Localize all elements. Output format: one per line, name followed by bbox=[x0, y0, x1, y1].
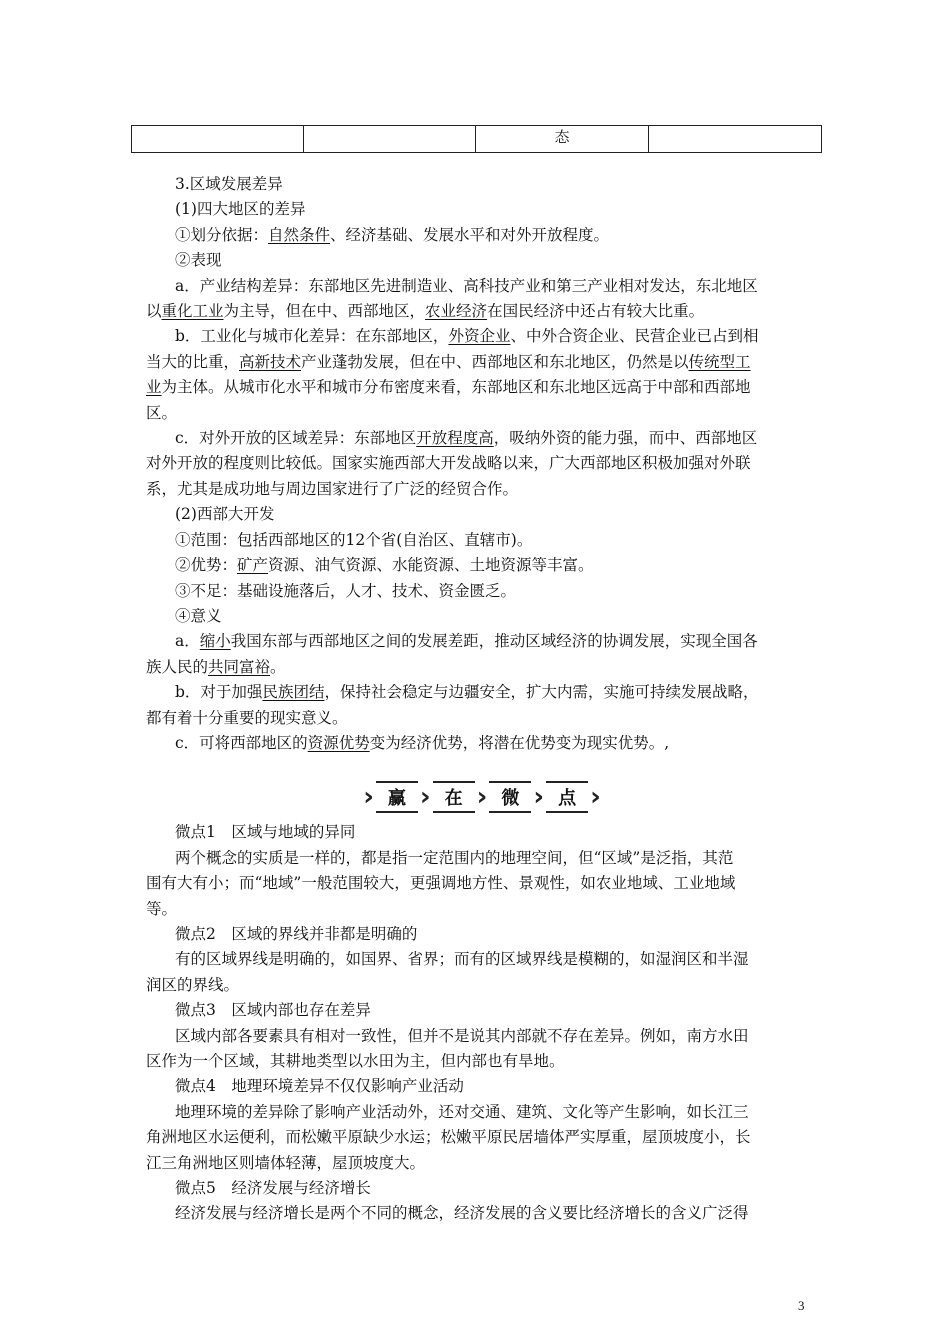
paragraph-line: 族人民的共同富裕。 bbox=[146, 657, 286, 676]
subheading: (1)四大地区的差异 bbox=[175, 200, 306, 219]
chevron-right-icon: › bbox=[533, 782, 545, 813]
paragraph-line: b．工业化与城市化差异：在东部地区，外资企业、中外合资企业、民营企业已占到相 bbox=[175, 327, 759, 346]
paragraph-line: 区。 bbox=[146, 403, 178, 422]
paragraph-line: 两个概念的实质是一样的，都是指一定范围内的地理空间，但“区域”是泛指，其范 bbox=[175, 848, 734, 867]
banner-char: 赢 bbox=[376, 781, 418, 813]
banner-char: 微 bbox=[489, 781, 531, 813]
page-number: 3 bbox=[798, 1298, 805, 1313]
chevron-right-icon: › bbox=[476, 782, 488, 813]
paragraph-line: 经济发展与经济增长是两个不同的概念，经济发展的含义要比经济增长的含义广泛得 bbox=[175, 1204, 749, 1223]
micro-point-title: 微点5 经济发展与经济增长 bbox=[175, 1179, 371, 1198]
section-banner bbox=[146, 780, 818, 814]
table-cell bbox=[132, 126, 304, 153]
paragraph-line: 角洲地区水运便利，而松嫩平原缺少水运；松嫩平原民居墙体严实厚重，屋顶坡度小，长 bbox=[146, 1128, 751, 1147]
table-cell bbox=[649, 126, 822, 153]
paragraph-line: c．对外开放的区域差异：东部地区开放程度高，吸纳外资的能力强，而中、西部地区 bbox=[175, 429, 758, 448]
paragraph-line: 业为主体。从城市化水平和城市分布密度来看，东部地区和东北地区远高于中部和西部地 bbox=[146, 378, 751, 397]
paragraph-line: ④意义 bbox=[175, 606, 222, 625]
paragraph-line: c．可将西部地区的资源优势变为经济优势，将潜在优势变为现实优势。, bbox=[175, 733, 670, 752]
paragraph-line: a．缩小我国东部与西部地区之间的发展差距，推动区域经济的协调发展，实现全国各 bbox=[175, 632, 758, 651]
paragraph-line: 地理环境的差异除了影响产业活动外，还对交通、建筑、文化等产生影响，如长江三 bbox=[175, 1102, 749, 1121]
paragraph-line: 有的区域界线是明确的，如国界、省界；而有的区域界线是模糊的，如湿润区和半湿 bbox=[175, 950, 749, 969]
micro-point-title: 微点2 区域的界线并非都是明确的 bbox=[175, 924, 418, 943]
banner-char: 点 bbox=[546, 781, 588, 813]
subheading: (2)西部大开发 bbox=[175, 505, 275, 524]
paragraph-line: 当大的比重，高新技术产业蓬勃发展，但在中、西部地区和东北地区，仍然是以传统型工 bbox=[146, 352, 751, 371]
paragraph-line: a．产业结构差异：东部地区先进制造业、高科技产业和第三产业相对发达，东北地区 bbox=[175, 276, 758, 295]
paragraph-line: 以重化工业为主导，但在中、西部地区，农业经济在国民经济中还占有较大比重。 bbox=[146, 302, 705, 321]
banner-char: 在 bbox=[433, 781, 475, 813]
paragraph-line: 对外开放的程度则比较低。国家实施西部大开发战略以来，广大西部地区积极加强对外联 bbox=[146, 454, 751, 473]
paragraph-line: 都有着十分重要的现实意义。 bbox=[146, 708, 348, 727]
paragraph-line: ②优势：矿产资源、油气资源、水能资源、土地资源等丰富。 bbox=[175, 556, 594, 575]
section-heading: 3.区域发展差异 bbox=[175, 175, 283, 193]
paragraph-line: ①范围：包括西部地区的12个省(自治区、直辖市)。 bbox=[175, 530, 533, 549]
paragraph-line: ②表现 bbox=[175, 251, 222, 270]
paragraph-line: 系，尤其是成功地与周边国家进行了广泛的经贸合作。 bbox=[146, 479, 519, 498]
paragraph-line: ①划分依据：自然条件、经济基础、发展水平和对外开放程度。 bbox=[175, 225, 610, 244]
paragraph-line: b．对于加强民族团结，保持社会稳定与边疆安全，扩大内需，实施可持续发展战略， bbox=[175, 683, 759, 702]
table-fragment bbox=[131, 125, 822, 153]
chevron-right-icon: › bbox=[590, 782, 601, 813]
paragraph-line: 润区的界线。 bbox=[146, 975, 240, 994]
table-cell: 态 bbox=[476, 126, 649, 153]
micro-point-title: 微点3 区域内部也存在差异 bbox=[175, 1001, 371, 1020]
chevron-right-icon: › bbox=[363, 782, 374, 813]
paragraph-line: ③不足：基础设施落后，人才、技术、资金匮乏。 bbox=[175, 581, 517, 600]
chevron-right-icon: › bbox=[419, 782, 431, 813]
paragraph-line: 区域内部各要素具有相对一致性，但并不是说其内部就不存在差异。例如，南方水田 bbox=[175, 1026, 749, 1045]
paragraph-line: 围有大有小；而“地域”一般范围较大，更强调地方性、景观性，如农业地域、工业地域 bbox=[146, 874, 736, 893]
table-row bbox=[132, 126, 822, 153]
paragraph-line: 等。 bbox=[146, 899, 178, 918]
main-content bbox=[146, 172, 818, 1227]
table-cell bbox=[304, 126, 476, 153]
micro-point-title: 微点1 区域与地域的异同 bbox=[175, 823, 356, 842]
paragraph-line: 区作为一个区域，其耕地类型以水田为主，但内部也有旱地。 bbox=[146, 1052, 565, 1070]
micro-point-title: 微点4 地理环境差异不仅仅影响产业活动 bbox=[175, 1077, 464, 1096]
paragraph-line: 江三角洲地区则墙体轻薄，屋顶坡度大。 bbox=[146, 1153, 426, 1172]
